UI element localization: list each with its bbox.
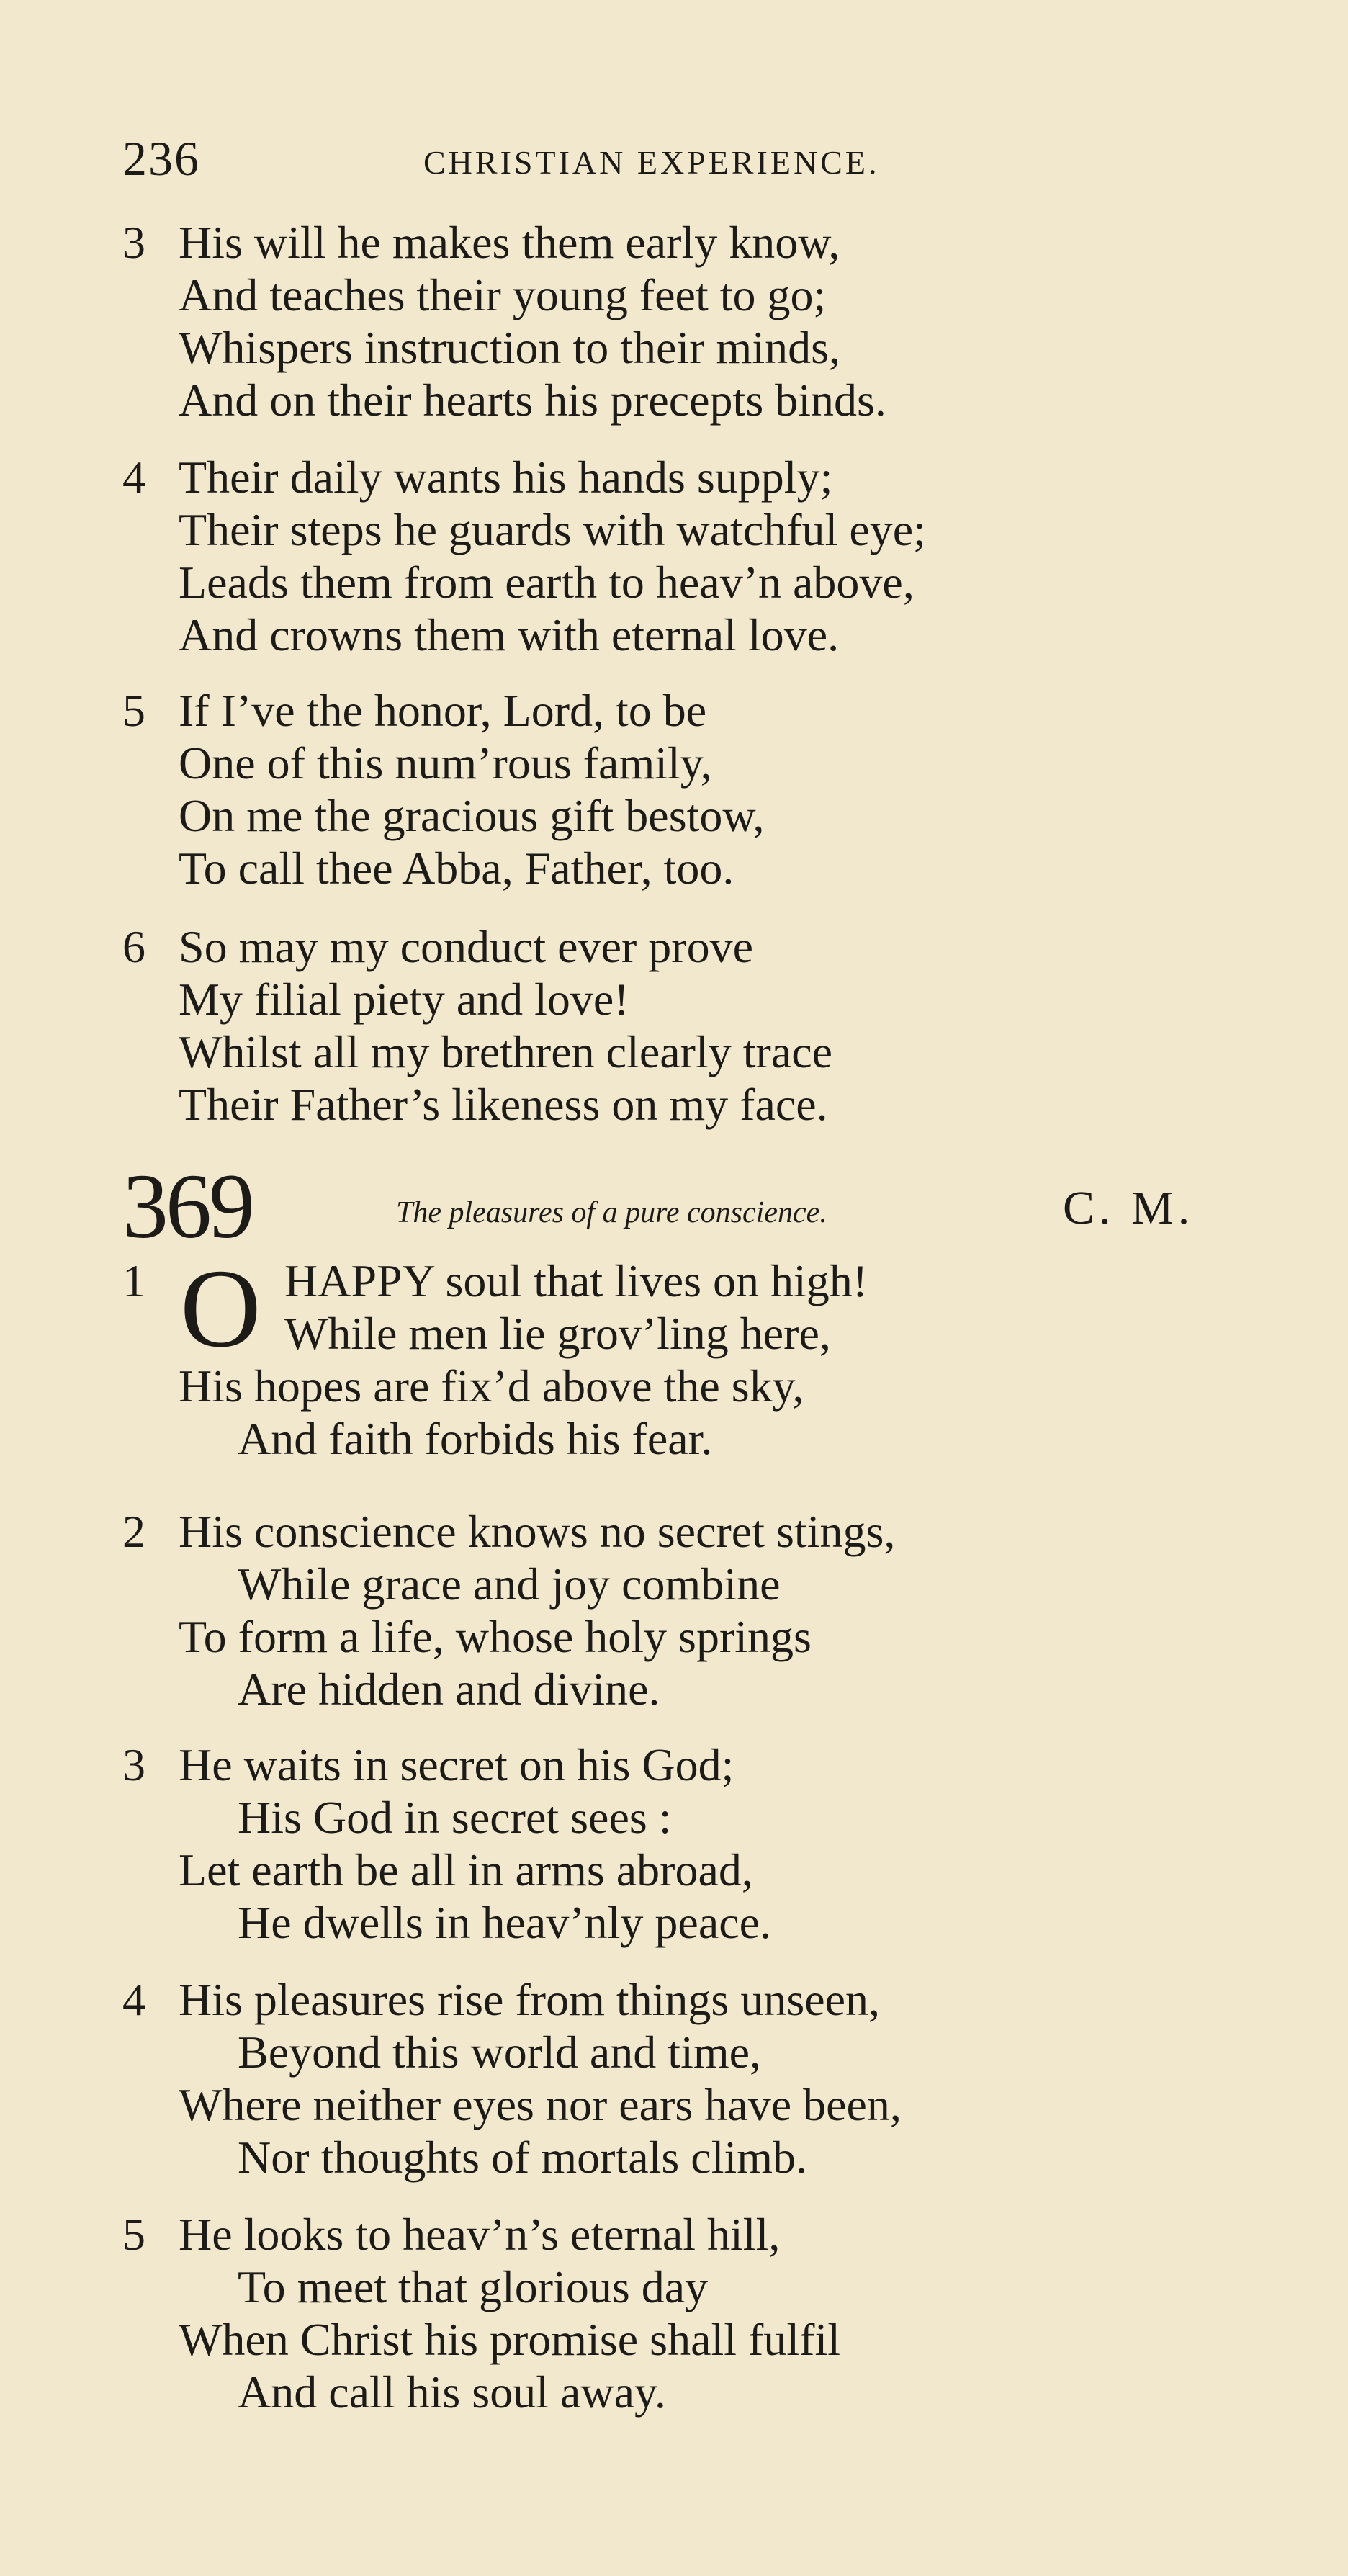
verse-line: On me the gracious gift bestow, (179, 790, 765, 841)
verse-number: 2 (122, 1506, 145, 1557)
hymn-verse-4 (122, 1973, 1289, 2184)
hymn-meter: C. M. (1063, 1182, 1195, 1234)
verse-line: Are hidden and divine. (238, 1664, 660, 1715)
verse-number: 4 (122, 452, 145, 503)
verse-line: And crowns them with eternal love. (179, 609, 840, 660)
verse-line: Where neither eyes nor ears have been, (179, 2079, 902, 2130)
verse-line: His pleasures rise from things unseen, (179, 1974, 881, 2025)
verse-number: 1 (122, 1255, 145, 1306)
verse-4 (122, 451, 1289, 661)
verse-line: Their daily wants his hands supply; (179, 452, 833, 503)
verse-line: He dwells in heav’nly peace. (238, 1897, 772, 1948)
verse-line: Beyond this world and time, (238, 2027, 762, 2078)
verse-number: 5 (122, 685, 145, 736)
verse-line: Their Father’s likeness on my face. (179, 1079, 828, 1130)
drop-cap: O (180, 1246, 261, 1370)
verse-line: His will he makes them early know, (179, 217, 840, 268)
verse-number: 5 (122, 2209, 145, 2260)
running-title: CHRISTIAN EXPERIENCE. (423, 144, 880, 181)
verse-line: He looks to heav’n’s eternal hill, (179, 2209, 781, 2260)
verse-line: So may my conduct ever prove (179, 921, 753, 972)
verse-3 (122, 216, 1289, 426)
page-number: 236 (122, 131, 200, 186)
verse-line: Nor thoughts of mortals climb. (238, 2132, 808, 2183)
hymn-subtitle: The pleasures of a pure conscience. (396, 1196, 827, 1229)
verse-line: HAPPY soul that lives on high! (284, 1255, 868, 1306)
verse-line: Leads them from earth to heav’n above, (179, 557, 915, 608)
verse-6 (122, 920, 1289, 1131)
verse-line: His hopes are fix’d above the sky, (179, 1360, 804, 1412)
verse-line: If I’ve the honor, Lord, to be (179, 685, 707, 736)
verse-line: Let earth be all in arms abroad, (179, 1844, 753, 1895)
verse-line: And teaches their young feet to go; (179, 269, 827, 320)
verse-line: To form a life, whose holy springs (179, 1611, 812, 1662)
verse-line: And call his soul away. (238, 2366, 666, 2418)
verse-number: 3 (122, 1739, 145, 1790)
verse-line: Whispers instruction to their minds, (179, 322, 840, 373)
verse-line: One of this num’rous family, (179, 737, 712, 789)
hymn-verse-5 (122, 2208, 1289, 2418)
verse-number: 3 (122, 217, 145, 268)
verse-line: Whilst all my brethren clearly trace (179, 1026, 833, 1077)
verse-line: To call thee Abba, Father, too. (179, 843, 734, 894)
verse-line: While grace and joy combine (238, 1558, 781, 1610)
hymn-verse-2 (122, 1505, 1289, 1715)
hymn-heading (122, 1155, 1275, 1257)
hymn-verse-1 (122, 1246, 1289, 1465)
verse-5 (122, 684, 1289, 894)
verse-number: 6 (122, 921, 145, 972)
verse-line: Their steps he guards with watchful eye; (179, 504, 926, 555)
verse-line: He waits in secret on his God; (179, 1739, 734, 1790)
verse-line: And faith forbids his fear. (238, 1413, 713, 1464)
verse-line: When Christ his promise shall fulfil (179, 2314, 840, 2365)
verse-line: To meet that glorious day (238, 2261, 709, 2312)
verse-line: While men lie grov’ling here, (284, 1308, 831, 1359)
verse-number: 4 (122, 1974, 145, 2025)
hymn-number: 369 (122, 1155, 252, 1257)
verse-line: His God in secret sees : (238, 1792, 672, 1843)
verse-line: My filial piety and love! (179, 974, 629, 1025)
verse-line: And on their hearts his precepts binds. (179, 374, 886, 426)
verse-line: His conscience knows no secret stings, (179, 1506, 896, 1557)
page-header (122, 130, 1275, 187)
hymn-verse-3 (122, 1738, 1289, 1949)
